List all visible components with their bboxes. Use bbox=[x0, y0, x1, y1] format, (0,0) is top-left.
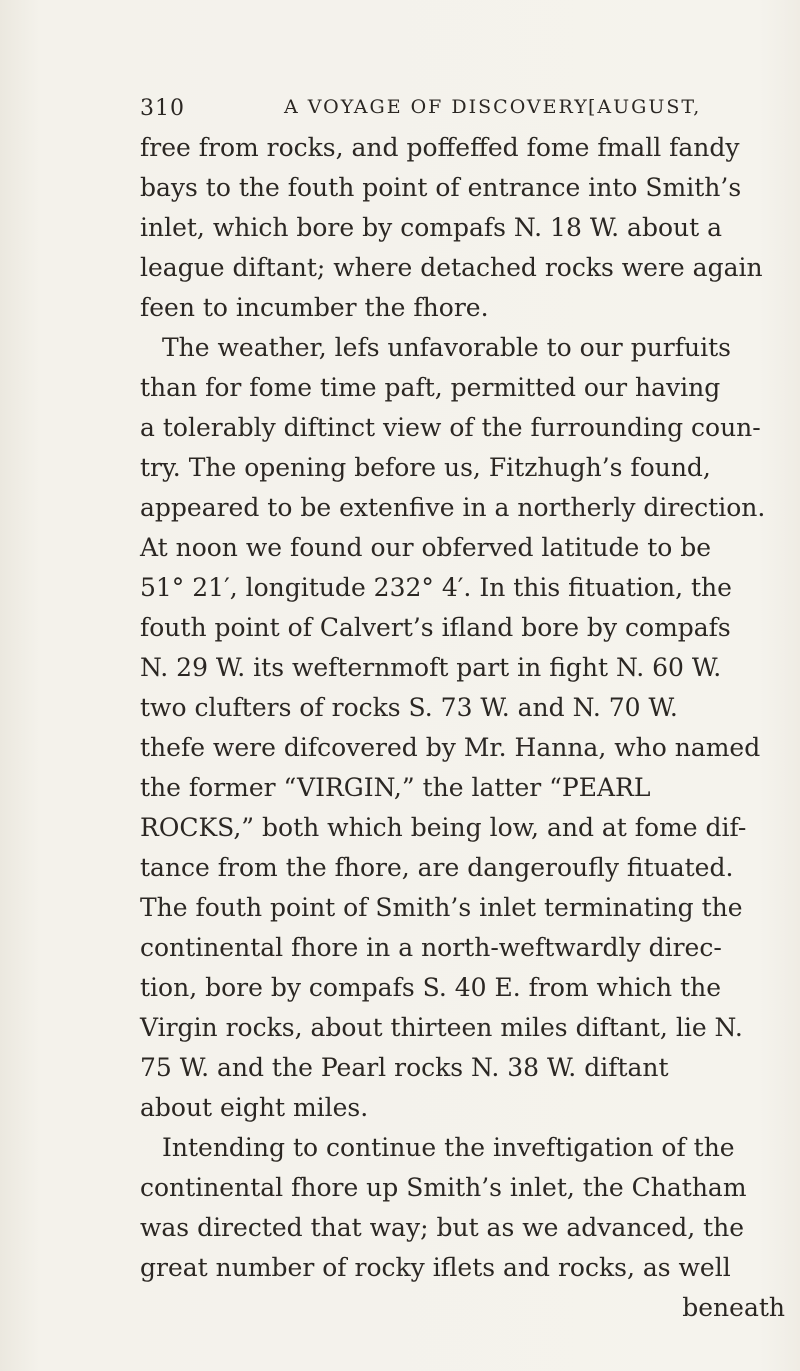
running-title: A VOYAGE OF DISCOVERY bbox=[284, 96, 589, 118]
text-line: Intending to continue the inveftigation of the bbox=[162, 1133, 735, 1162]
text-line: feen to incumber the fhore. bbox=[140, 293, 489, 322]
text-line: than for fome time paft, permitted our having bbox=[140, 373, 721, 402]
text-line: league diftant; where detached rocks were again bbox=[140, 253, 763, 282]
text-line: inlet, which bore by compafs N. 18 W. about a bbox=[140, 213, 722, 242]
text-line: ROCKS,” both which being low, and at fome dif- bbox=[140, 813, 747, 842]
text-line: try. The opening before us, Fitzhugh’s found, bbox=[140, 453, 711, 482]
text-line: continental fhore in a north-weftwardly direc- bbox=[140, 933, 722, 962]
text-line: about eight miles. bbox=[140, 1093, 369, 1122]
text-line: free from rocks, and poffeffed fome fmall fandy bbox=[140, 133, 740, 162]
catchword: beneath bbox=[682, 1293, 785, 1322]
text-line: continental fhore up Smith’s inlet, the Chatham bbox=[140, 1173, 747, 1202]
text-line: the former “VIRGIN,” the latter “PEARL bbox=[140, 773, 651, 802]
page-header bbox=[140, 92, 790, 132]
text-line: 51° 21′, longitude 232° 4′. In this fituation, the bbox=[140, 573, 732, 602]
text-line: The fouth point of Smith’s inlet terminating the bbox=[140, 893, 743, 922]
page-number: 310 bbox=[140, 96, 185, 121]
text-line: 75 W. and the Pearl rocks N. 38 W. diftant bbox=[140, 1053, 669, 1082]
running-month: [AUGUST, bbox=[588, 96, 702, 118]
text-line: Virgin rocks, about thirteen miles diftant, lie N. bbox=[140, 1013, 743, 1042]
text-line: great number of rocky iflets and rocks, as well bbox=[140, 1253, 731, 1282]
text-line: appeared to be extenfive in a northerly direction. bbox=[140, 493, 766, 522]
text-line: bays to the fouth point of entrance into Smith’s bbox=[140, 173, 742, 202]
text-line: was directed that way; but as we advanced, the bbox=[140, 1213, 745, 1242]
text-line: two clufters of rocks S. 73 W. and N. 70 W. bbox=[140, 693, 678, 722]
text-line: tion, bore by compafs S. 40 E. from which the bbox=[140, 973, 722, 1002]
text-line: tance from the fhore, are dangeroufly fituated. bbox=[140, 853, 734, 882]
text-line: fouth point of Calvert’s ifland bore by compafs bbox=[140, 613, 731, 642]
text-line: thefe were difcovered by Mr. Hanna, who named bbox=[140, 733, 761, 762]
text-line: The weather, lefs unfavorable to our purfuits bbox=[162, 333, 731, 362]
text-line: a tolerably diftinct view of the furrounding coun- bbox=[140, 413, 761, 442]
text-line: At noon we found our obferved latitude to be bbox=[140, 533, 712, 562]
text-line: N. 29 W. its wefternmoft part in fight N. 60 W. bbox=[140, 653, 722, 682]
